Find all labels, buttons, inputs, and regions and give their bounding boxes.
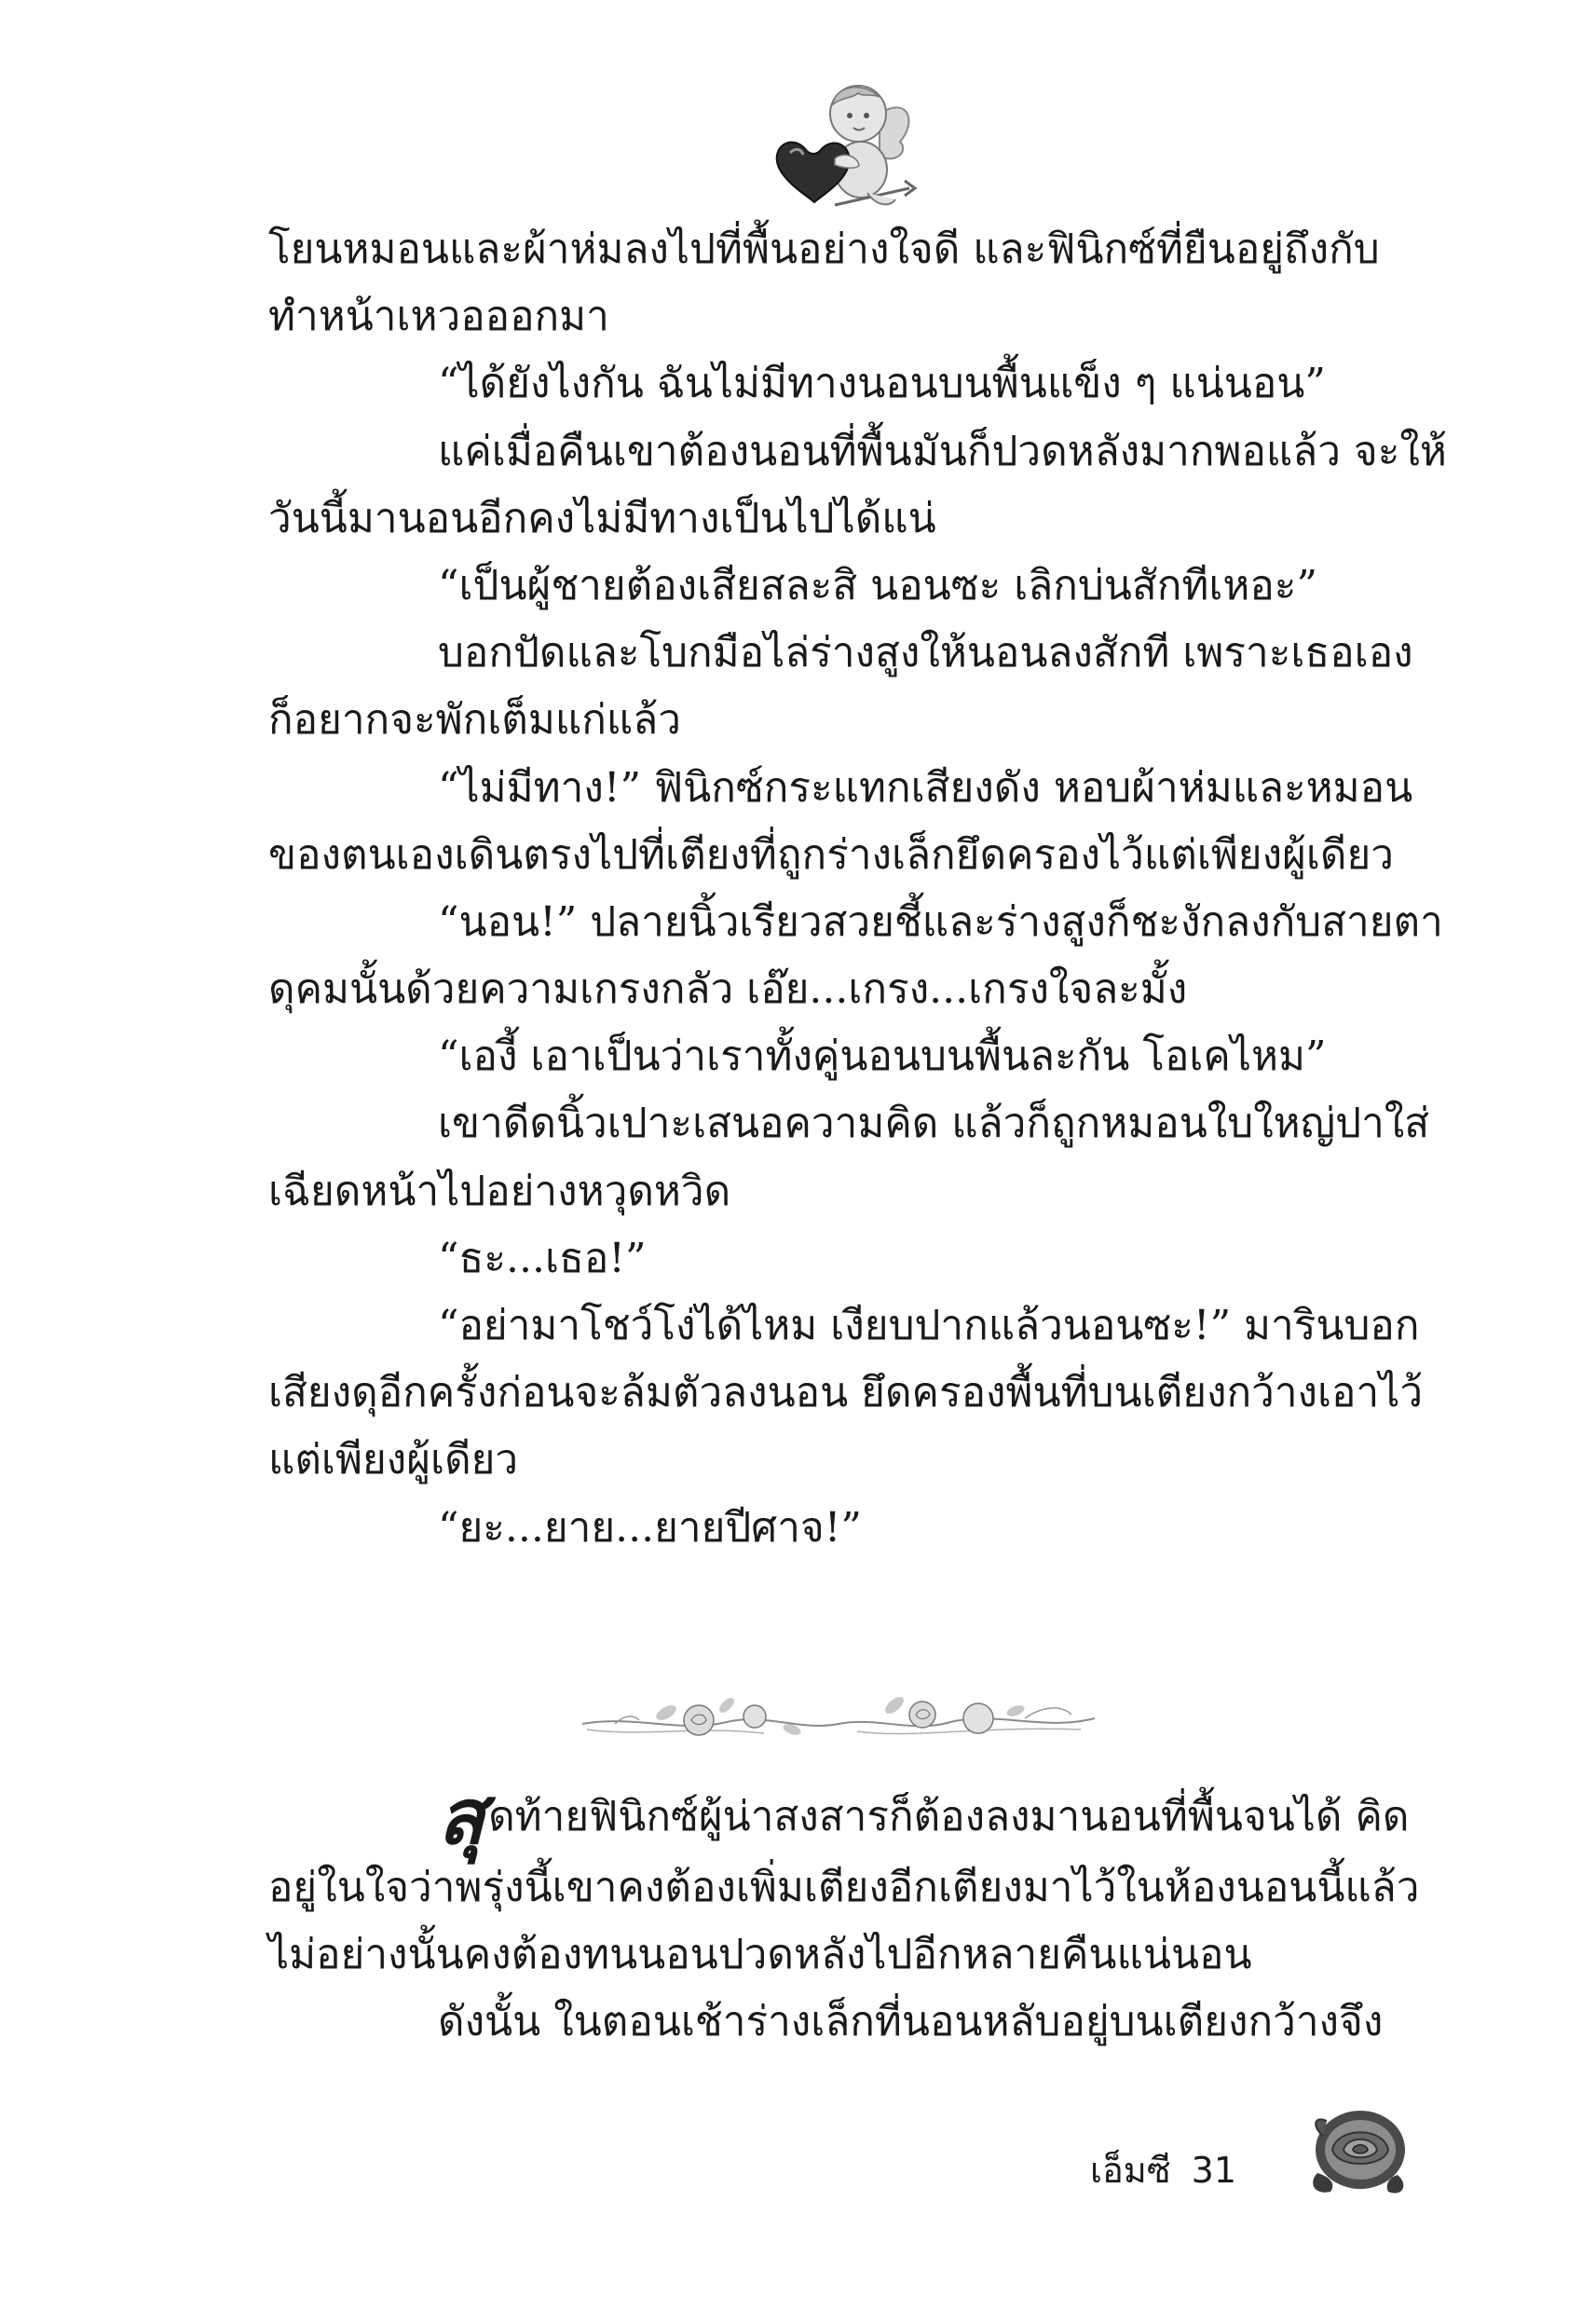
text-line: ดุคมนั้นด้วยความเกรงกลัว เอ๊ย...เกรง...เกรงใจละมั้ง (268, 965, 1188, 1014)
page-footer (0, 2125, 1596, 2236)
text-line: แค่เมื่อคืนเขาต้องนอนที่พื้นมันก็ปวดหลังมากพอแล้ว จะให้ (438, 427, 1447, 475)
text-line: เฉียดหน้าไปอย่างหวุดหวิด (268, 1167, 731, 1215)
story-text-part2 (268, 1772, 1420, 2057)
text-line: ทำหน้าเหวอออกมา (268, 293, 609, 341)
footer-label (1090, 2141, 1236, 2198)
text-line: “ได้ยังไงกัน ฉันไม่มีทางนอนบนพื้นแข็ง ๆ แน่นอน” (438, 360, 1326, 408)
text-line: “ธะ...เธอ!” (438, 1234, 647, 1282)
text-line: แต่เพียงผู้เดียว (268, 1436, 519, 1484)
story-text-part1 (268, 216, 1447, 1562)
text-line: “นอน!” ปลายนิ้วเรียวสวยชี้และร่างสูงก็ชะงักลงกับสายตา (438, 897, 1443, 946)
text-line: เสียงดุอีกครั้งก่อนจะล้มตัวลงนอน ยึดครองพื้นที่บนเตียงกว้างเอาไว้ (268, 1369, 1424, 1417)
text-line: บอกปัดและโบกมือไล่ร่างสูงให้นอนลงสักที เพราะเธอเอง (438, 629, 1413, 677)
cupid-heart-icon (770, 76, 919, 221)
text-line: อยู่ในใจว่าพรุ่งนี้เขาคงต้องเพิ่มเตียงอีกเตียงมาไว้ในห้องนอนนี้แล้ว (268, 1864, 1420, 1911)
dropcap-letter: สุ (438, 1772, 485, 1862)
text-line: “ไม่มีทาง!” ฟินิกซ์กระแทกเสียงดัง หอบผ้าห่มและหมอน (438, 763, 1413, 812)
text-line: ดังนั้น ในตอนเช้าร่างเล็กที่นอนหลับอยู่บนเตียงกว้างจึง (438, 1998, 1384, 2046)
text-line: ดท้ายฟินิกซ์ผู้น่าสงสารก็ต้องลงมานอนที่พื้นจนได้ คิด (488, 1793, 1410, 1840)
text-line: “เองี้ เอาเป็นว่าเราทั้งคู่นอนบนพื้นละกัน โอเคไหม” (438, 1032, 1327, 1081)
text-line: โยนหมอนและผ้าห่มลงไปที่พื้นอย่างใจดี และฟินิกซ์ที่ยืนอยู่ถึงกับ (268, 226, 1380, 273)
text-line: ของตนเองเดินตรงไปที่เตียงที่ถูกร่างเล็กยึดครองไว้แต่เพียงผู้เดียว (268, 830, 1394, 879)
text-line: “เป็นผู้ชายต้องเสียสละสิ นอนซะ เลิกบ่นสักทีเหอะ” (438, 561, 1317, 609)
text-line: วันนี้มานอนอีกคงไม่มีทางเป็นไปได้แน่ (268, 494, 936, 542)
text-line: ก็อยากจะพักเต็มแก่แล้ว (268, 696, 681, 745)
book-title: เอ็มซี (1090, 2150, 1171, 2191)
text-line: “ยะ...ยาย...ยายปีศาจ!” (438, 1503, 862, 1552)
page-number: 31 (1191, 2150, 1237, 2191)
rose-vine-divider-icon (578, 1677, 1099, 1752)
text-line: ไม่อย่างนั้นคงต้องทนนอนปวดหลังไปอีกหลายคืนแน่นอน (268, 1931, 1252, 1979)
text-line: “อย่ามาโชว์โง่ได้ไหม เงียบปากแล้วนอนซะ!” มารินบอก (438, 1302, 1420, 1349)
text-line: เขาดีดนิ้วเปาะเสนอความคิด แล้วก็ถูกหมอนใบใหญ่ปาใส่ (438, 1100, 1430, 1148)
dropcap-line (268, 1772, 1412, 1862)
rose-icon (1304, 2099, 1416, 2201)
